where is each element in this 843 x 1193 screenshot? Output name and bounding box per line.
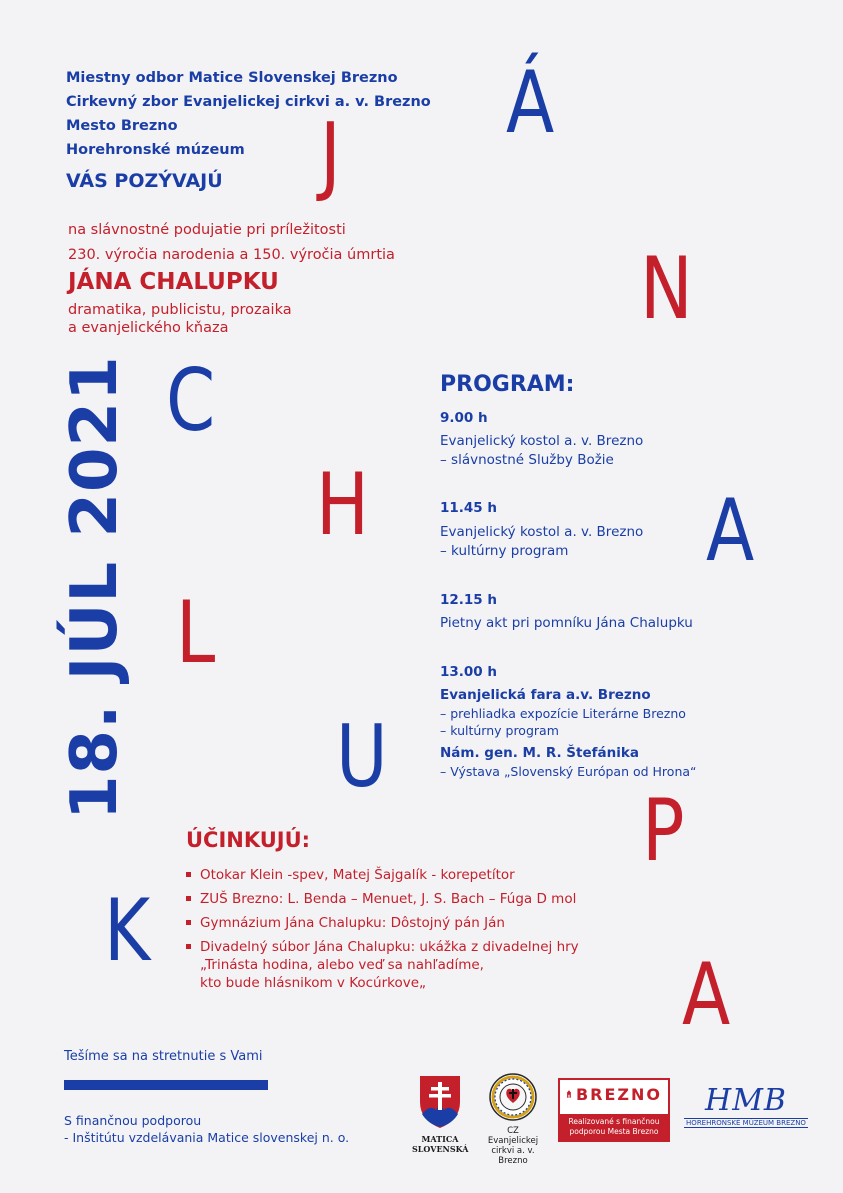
program-item-5-exhibition: – Výstava „Slovenský Európan od Hrona“	[440, 764, 697, 779]
program-item-2	[440, 523, 643, 561]
honoree-roles: dramatika, publicistu, prozaika	[68, 302, 292, 318]
program-time-4: 13.00 h	[440, 664, 498, 680]
brezno-subtitle: Realizované s finančnou podporou Mesta Brezno	[560, 1114, 668, 1140]
bullet-square	[186, 920, 191, 925]
intro-anniversary: 230. výročia narodenia a 150. výročia úmrtia	[68, 247, 395, 263]
hmb-subtitle: HOREHRONSKÉ MÚZEUM BREZNO	[684, 1118, 808, 1128]
organizer-museum: Horehronské múzeum	[66, 142, 245, 158]
performers-title: ÚČINKUJÚ:	[186, 828, 311, 852]
honoree-role-priest: a evanjelického kňaza	[68, 320, 229, 336]
bullet-square	[186, 872, 191, 877]
program-item-3: Pietny akt pri pomníku Jána Chalupku	[440, 615, 693, 631]
program-time-3: 12.15 h	[440, 592, 498, 608]
letter-u: U	[336, 707, 388, 807]
program-item-4-culture: – kultúrny program	[440, 723, 559, 738]
program-time-2: 11.45 h	[440, 500, 498, 516]
performer-item: Gymnázium Jána Chalupku: Dôstojný pán Ján	[186, 914, 666, 932]
letter-n: N	[640, 239, 693, 339]
program-item-2-desc: – kultúrny program	[440, 543, 569, 559]
organizer-matica: Miestny odbor Matice Slovenskej Brezno	[66, 70, 398, 86]
support-line-2: - Inštitútu vzdelávania Matice slovenskej n. o.	[64, 1130, 350, 1145]
greeting: Tešíme sa na stretnutie s Vami	[64, 1049, 263, 1064]
organizer-city: Mesto Brezno	[66, 118, 178, 134]
logo-hmb	[684, 1083, 808, 1128]
program-item-4-exhibit: – prehliadka expozície Literárne Brezno	[440, 706, 686, 721]
support-line-1: S finančnou podporou	[64, 1113, 202, 1128]
logo-brezno	[558, 1078, 670, 1142]
performer-item: Otokar Klein -spev, Matej Šajgalík - korepetítor	[186, 866, 666, 884]
letter-j: J	[320, 105, 341, 205]
divider-bar	[64, 1080, 268, 1090]
bullet-square	[186, 944, 191, 949]
logo-matica	[412, 1072, 468, 1154]
program-item-5-place: Nám. gen. M. R. Štefánika	[440, 745, 639, 761]
luther-rose-icon	[482, 1072, 544, 1122]
bullet-square	[186, 896, 191, 901]
performer-item: Divadelný súbor Jána Chalupku: ukážka z divadelnej hry „Trinásta hodina, alebo veď sa nahľadíme, kto bude hlásnikom v Kocúrkove„	[186, 938, 666, 992]
tower-icon	[566, 1084, 572, 1104]
program-title: PROGRAM:	[440, 372, 575, 397]
letter-h: H	[316, 455, 370, 555]
letter-k: K	[104, 881, 151, 981]
performers-list	[186, 866, 666, 998]
invite-heading: VÁS POZÝVAJÚ	[66, 170, 223, 192]
performer-item: ZUŠ Brezno: L. Benda – Menuet, J. S. Bach – Fúga D mol	[186, 890, 666, 908]
event-date: 18. JÚL 2021	[58, 355, 132, 820]
organizers	[66, 66, 431, 162]
intro-occasion: na slávnostné podujatie pri príležitosti	[68, 222, 346, 238]
program-item-1-desc: – slávnostné Služby Božie	[440, 452, 614, 468]
program-item-2-place: Evanjelický kostol a. v. Brezno	[440, 524, 644, 540]
program-item-4-place: Evanjelická fara a.v. Brezno	[440, 687, 651, 703]
letter-a-acute: Á	[506, 53, 555, 153]
program-item-1-place: Evanjelický kostol a. v. Brezno	[440, 433, 644, 449]
brezno-title: BREZNO	[575, 1084, 662, 1104]
hmb-title: HMB	[705, 1083, 787, 1118]
letter-p: P	[642, 781, 685, 881]
organizer-church: Cirkevný zbor Evanjelickej cirkvi a. v. Brezno	[66, 94, 431, 110]
matica-caption: MATICA SLOVENSKÁ	[412, 1134, 469, 1154]
honoree-name: JÁNA CHALUPKU	[68, 269, 279, 295]
church-caption: CZ Evanjelickej cirkvi a. v. Brezno	[487, 1126, 539, 1166]
program-item-1	[440, 432, 643, 470]
letter-c: C	[166, 351, 216, 451]
letter-a-1: A	[706, 481, 755, 581]
logo-church	[482, 1072, 544, 1166]
program-time-1: 9.00 h	[440, 410, 488, 426]
letter-a-2: A	[682, 945, 731, 1045]
matica-crest-icon	[412, 1072, 468, 1130]
letter-l: L	[176, 583, 216, 683]
